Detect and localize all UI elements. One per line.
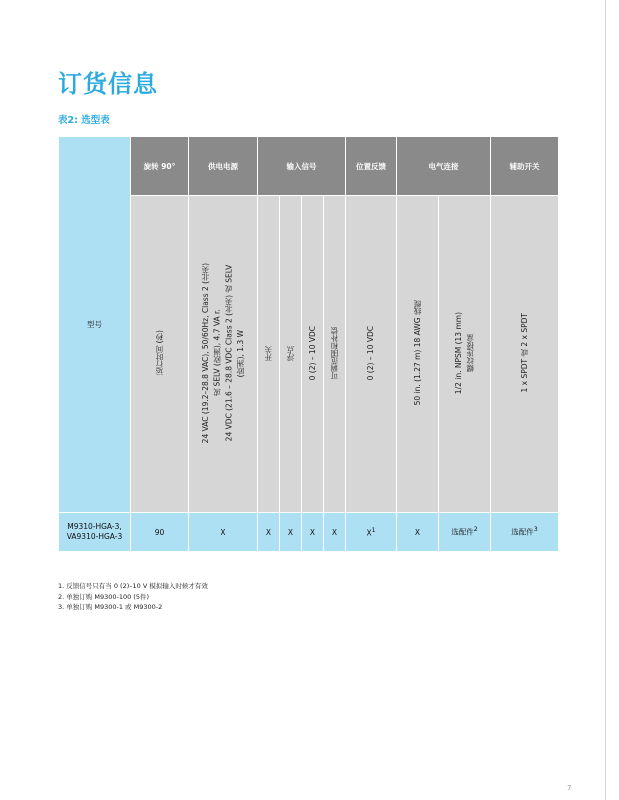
elec-cable-value: X [397,513,439,552]
model-cell: M9310-HGA-3, VA9310-HGA-3 [59,513,131,552]
spec-input-float: 浮点 [280,196,302,513]
power-value: X [189,513,258,552]
table-caption: 表2: 选型表 [58,115,110,126]
page-edge-rule [605,0,606,800]
footnote: 2. 单独订购 M9300-100 (5件) [58,592,150,601]
run-time-value: 90 [131,513,189,552]
input-switch-value: X [258,513,280,552]
header-electrical: 电气连接 [397,137,491,196]
page-title: 订货信息 [58,70,158,98]
spec-input-analog: 0 (2) – 10 VDC [302,196,324,513]
header-feedback: 位置反馈 [346,137,397,196]
footnotes [58,581,208,613]
elec-connector-value: 选配件$^2$ [439,513,491,552]
spec-run-time: 运行时间 (秒) [131,196,189,513]
input-adjust-value: X [324,513,346,552]
header-rotation: 旋转 90° [131,137,189,196]
footnote: 1. 反馈信号只有当 0 (2)–10 V 模拟输入时候才有效 [58,582,208,590]
table-row [59,513,559,552]
spec-input-adjust: 可调范围和补偿 [324,196,346,513]
aux-value: 选配件$^3$ [491,513,559,552]
input-float-value: X [280,513,302,552]
header-row [59,137,559,196]
spec-feedback: 0 (2) – 10 VDC [346,196,397,513]
header-power: 供电电源 [189,137,258,196]
spec-power: 24 VAC (19.2–28.8 VAC), 50/60Hz, Class 2 (北美) 或 SELV (欧洲), 4.7 VA r. 24 VDC (21.6 – 28.8 VDC Class 2 (北美) 或 SELV (欧洲), 1.3 W [189,196,258,513]
spec-aux: 1 x SPDT 或 2 x SPDT [491,196,559,513]
feedback-value: $X^1$ [346,513,397,552]
page-number: 7 [567,784,572,792]
header-input: 输入信号 [258,137,346,196]
spec-row [59,196,559,513]
selection-table [58,136,559,552]
header-aux: 辅助开关 [491,137,559,196]
header-model: 型号 [59,137,131,513]
spec-elec-connector: 1/2 in. NPSM (13 mm) 螺纹连接盒 [439,196,491,513]
spec-input-switch: 开关 [258,196,280,513]
spec-elec-cable: 50 in. (1.27 m) 18 AWG 线缆 [397,196,439,513]
footnote: 3. 单独订购 M9300-1 或 M9300-2 [58,603,163,612]
input-analog-value: X [302,513,324,552]
